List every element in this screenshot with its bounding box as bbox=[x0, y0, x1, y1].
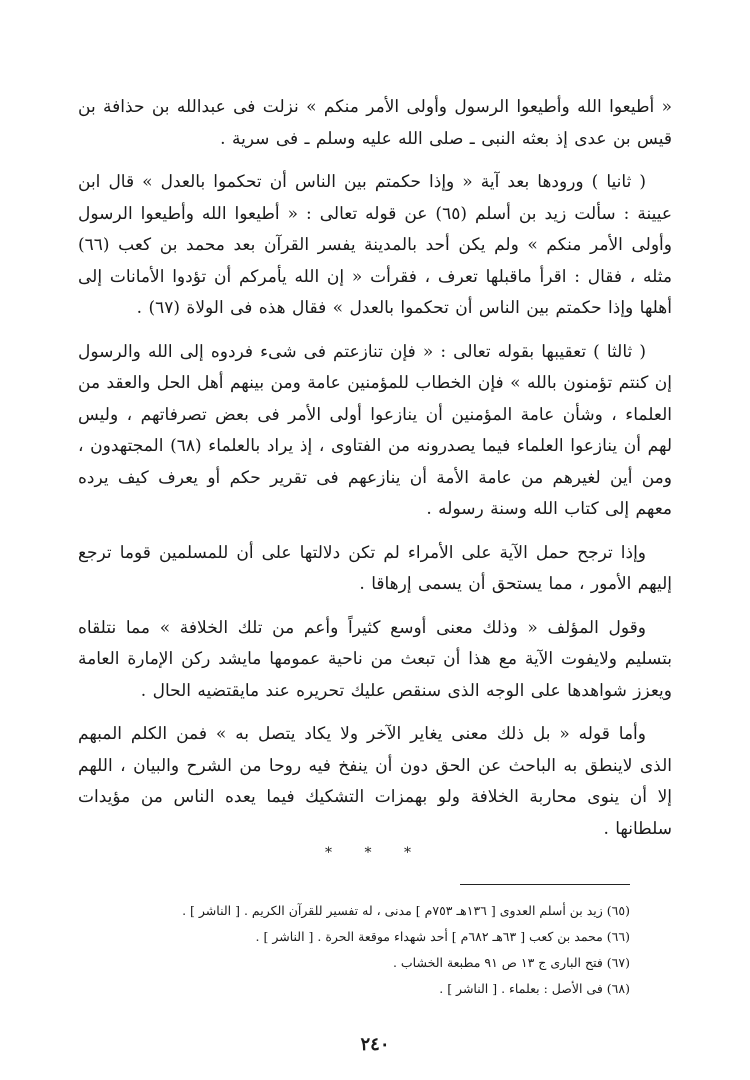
footnote-68: (٦٨) فى الأصل : بعلماء . [ الناشر ] . bbox=[439, 981, 630, 996]
footnote-66: (٦٦) محمد بن كعب [ ٦٣هـ ٦٨٢م ] أحد شهداء موقعة الحرة . [ الناشر ] . bbox=[255, 929, 630, 944]
paragraph-3: ( ثالثا ) تعقيبها بقوله تعالى : « فإن تنازعتم فى شىء فردوه إلى الله والرسول إن كنتم تؤمنون بالله » فإن الخطاب للمؤمنين عامة ومن بينهم أهل الحل والعقد من العلماء ، وشأن عامة المؤمنين أن ينازعوا أولى الأمر فى بعض تصرفاتهم ، وليس لهم أن ينازعوا العلماء فيما يصدرونه من الفتاوى ، إذ يراد بالعلماء (٦٨) المجتهدون ، ومن أين لغيرهم من عامة الأمة أن ينازعهم فى تقرير حكم أو يعرف كيف يرده معهم إلى كتاب الله وسنة رسوله . bbox=[78, 341, 672, 519]
footnotes bbox=[80, 898, 630, 1002]
paragraph-2: ( ثانيا ) ورودها بعد آية « وإذا حكمتم بين الناس أن تحكموا بالعدل » قال ابن عيينة : سألت زيد بن أسلم (٦٥) عن قوله تعالى : « أطيعوا الله وأطيعوا الرسول وأولى الأمر منكم » ولم يكن أحد بالمدينة يفسر القرآن بعد محمد بن كعب (٦٦) مثله ، فقال : اقرأ ماقبلها تعرف ، فقرأت « إن الله يأمركم أن تؤدوا الأمانات إلى أهلها وإذا حكمتم بين الناس أن تحكموا بالعدل » فقال هذه فى الولاة (٦٧) . bbox=[78, 172, 672, 318]
paragraph-6: وأما قوله « بل ذلك معنى يغاير الآخر ولا يكاد يتصل به » فمن الكلم المبهم الذى لاينطق به الباحث عن الحق دون أن ينفخ فيه روحا من الشرح والبيان ، اللهم إلا أن ينوى محاربة الخلافة ولو بهمزات التشكيك فيما يعده الناس من مؤيدات سلطانها . bbox=[78, 724, 672, 839]
paragraph-1: « أطيعوا الله وأطيعوا الرسول وأولى الأمر منكم » نزلت فى عبدالله بن حذافة بن قيس بن عدى إذ بعثه النبى ـ صلى الله عليه وسلم ـ فى سرية . bbox=[78, 97, 672, 149]
main-text bbox=[78, 92, 672, 857]
footnote-65: (٦٥) زيد بن أسلم العدوى [ ١٣٦هـ ٧٥٣م ] مدنى ، له تفسير للقرآن الكريم . [ الناشر ] . bbox=[182, 903, 630, 918]
paragraph-4: وإذا ترجح حمل الآية على الأمراء لم تكن دلالتها على أن للمسلمين قوما ترجع إليهم الأمور ، مما يستحق أن يسمى إرهاقا . bbox=[78, 542, 672, 594]
footnote-67: (٦٧) فتح البارى ج ١٣ ص ٩١ مطبعة الخشاب . bbox=[392, 955, 630, 970]
paragraph-5: وقول المؤلف « وذلك معنى أوسع كثيراً وأعم من تلك الخلافة » مما نتلقاه بتسليم ولايفوت الآية مع هذا أن تبعث من ناحية عمومها مايشد ركن الإمارة العامة ويعزز شواهدها على الوجه الذى سنقص عليك تحريره عند مايقتضيه الحال . bbox=[78, 617, 672, 701]
footnote-divider bbox=[460, 884, 630, 885]
page-number: ٢٤٠ bbox=[360, 1034, 390, 1055]
section-separator: * * * bbox=[325, 845, 425, 861]
